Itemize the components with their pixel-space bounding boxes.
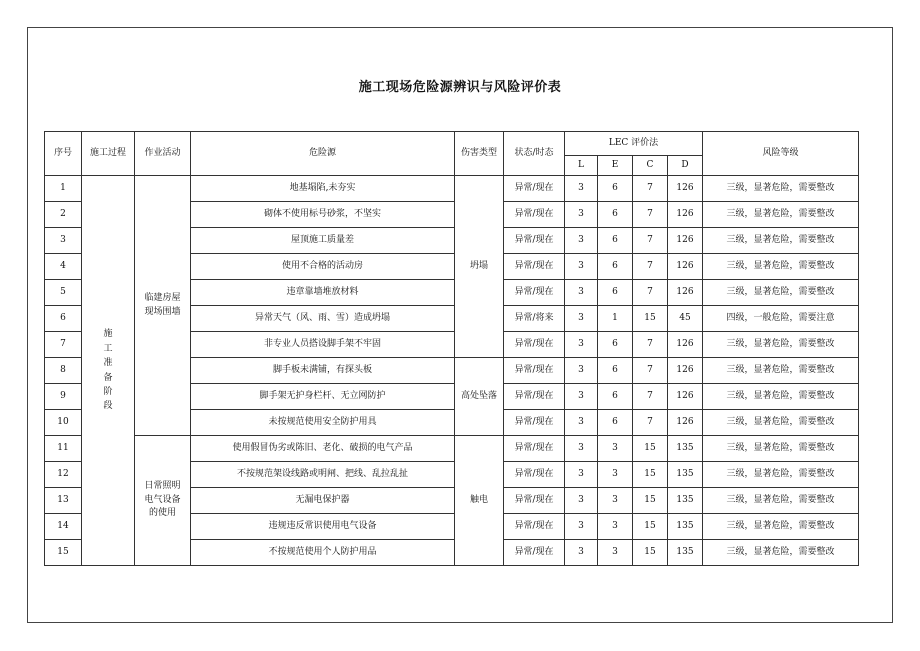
cell-d: 126 bbox=[668, 332, 703, 358]
cell-hazard: 无漏电保护器 bbox=[191, 488, 455, 514]
cell-seq: 14 bbox=[45, 514, 82, 540]
cell-hazard: 未按规范使用安全防护用具 bbox=[191, 410, 455, 436]
cell-state: 异常/现在 bbox=[504, 514, 565, 540]
cell-risk-level: 四级，一般危险，需要注意 bbox=[703, 306, 859, 332]
cell-risk-level: 三级，显著危险，需要整改 bbox=[703, 228, 859, 254]
cell-e: 3 bbox=[598, 436, 633, 462]
cell-e: 6 bbox=[598, 228, 633, 254]
cell-risk-level: 三级，显著危险，需要整改 bbox=[703, 202, 859, 228]
cell-d: 126 bbox=[668, 254, 703, 280]
cell-process bbox=[82, 176, 135, 566]
process-label: 施工准备阶段 bbox=[103, 329, 113, 412]
cell-seq: 2 bbox=[45, 202, 82, 228]
cell-c: 7 bbox=[633, 228, 668, 254]
cell-hazard: 非专业人员搭设脚手架不牢固 bbox=[191, 332, 455, 358]
cell-state: 异常/现在 bbox=[504, 332, 565, 358]
cell-seq: 7 bbox=[45, 332, 82, 358]
cell-hazard: 脚手架无护身栏杆、无立网防护 bbox=[191, 384, 455, 410]
cell-state: 异常/现在 bbox=[504, 436, 565, 462]
cell-activity bbox=[135, 436, 191, 566]
cell-e: 6 bbox=[598, 410, 633, 436]
table-row bbox=[45, 436, 859, 462]
cell-risk-level: 三级，显著危险，需要整改 bbox=[703, 176, 859, 202]
cell-l: 3 bbox=[565, 384, 598, 410]
cell-d: 135 bbox=[668, 488, 703, 514]
cell-e: 3 bbox=[598, 488, 633, 514]
cell-l: 3 bbox=[565, 488, 598, 514]
header-l: L bbox=[565, 156, 598, 176]
cell-e: 1 bbox=[598, 306, 633, 332]
cell-l: 3 bbox=[565, 202, 598, 228]
cell-risk-level: 三级，显著危险，需要整改 bbox=[703, 254, 859, 280]
cell-risk-level: 三级，显著危险，需要整改 bbox=[703, 488, 859, 514]
cell-c: 7 bbox=[633, 358, 668, 384]
cell-state: 异常/现在 bbox=[504, 540, 565, 566]
page-title: 施工现场危险源辨识与风险评价表 bbox=[358, 80, 562, 95]
table-body bbox=[45, 176, 859, 566]
cell-l: 3 bbox=[565, 332, 598, 358]
cell-d: 45 bbox=[668, 306, 703, 332]
cell-seq: 8 bbox=[45, 358, 82, 384]
header-d: D bbox=[668, 156, 703, 176]
cell-risk-level: 三级，显著危险，需要整改 bbox=[703, 332, 859, 358]
cell-hazard: 使用不合格的活动房 bbox=[191, 254, 455, 280]
cell-d: 135 bbox=[668, 514, 703, 540]
cell-c: 7 bbox=[633, 202, 668, 228]
cell-d: 135 bbox=[668, 462, 703, 488]
cell-e: 3 bbox=[598, 514, 633, 540]
cell-hazard: 不按规范使用个人防护用品 bbox=[191, 540, 455, 566]
cell-risk-level: 三级，显著危险，需要整改 bbox=[703, 410, 859, 436]
cell-e: 3 bbox=[598, 540, 633, 566]
cell-hazard: 异常天气（风、雨、雪）造成坍塌 bbox=[191, 306, 455, 332]
cell-c: 15 bbox=[633, 306, 668, 332]
cell-risk-level: 三级，显著危险，需要整改 bbox=[703, 358, 859, 384]
cell-state: 异常/现在 bbox=[504, 176, 565, 202]
header-process: 施工过程 bbox=[82, 132, 135, 176]
cell-e: 6 bbox=[598, 254, 633, 280]
cell-d: 126 bbox=[668, 358, 703, 384]
cell-state: 异常/现在 bbox=[504, 280, 565, 306]
cell-state: 异常/现在 bbox=[504, 358, 565, 384]
activity-label: 日常照明电气设备的使用 bbox=[144, 481, 181, 519]
cell-d: 135 bbox=[668, 436, 703, 462]
cell-risk-level: 三级，显著危险，需要整改 bbox=[703, 384, 859, 410]
cell-risk-level: 三级，显著危险，需要整改 bbox=[703, 540, 859, 566]
cell-d: 126 bbox=[668, 202, 703, 228]
cell-c: 7 bbox=[633, 410, 668, 436]
cell-hazard: 违章靠墙堆放材料 bbox=[191, 280, 455, 306]
cell-c: 15 bbox=[633, 514, 668, 540]
cell-hazard: 使用假冒伪劣或陈旧、老化、破损的电气产品 bbox=[191, 436, 455, 462]
cell-seq: 15 bbox=[45, 540, 82, 566]
header-e: E bbox=[598, 156, 633, 176]
table-row bbox=[45, 176, 859, 202]
cell-seq: 6 bbox=[45, 306, 82, 332]
cell-seq: 5 bbox=[45, 280, 82, 306]
cell-c: 15 bbox=[633, 540, 668, 566]
cell-risk-level: 三级，显著危险，需要整改 bbox=[703, 436, 859, 462]
cell-seq: 4 bbox=[45, 254, 82, 280]
cell-harm-type: 坍塌 bbox=[455, 176, 504, 358]
cell-l: 3 bbox=[565, 280, 598, 306]
cell-e: 6 bbox=[598, 332, 633, 358]
cell-state: 异常/现在 bbox=[504, 462, 565, 488]
cell-l: 3 bbox=[565, 514, 598, 540]
cell-e: 3 bbox=[598, 462, 633, 488]
cell-state: 异常/现在 bbox=[504, 410, 565, 436]
cell-l: 3 bbox=[565, 306, 598, 332]
cell-state: 异常/现在 bbox=[504, 228, 565, 254]
cell-c: 15 bbox=[633, 436, 668, 462]
cell-hazard: 不按规范架设线路或明闸、把线、乱拉乱扯 bbox=[191, 462, 455, 488]
cell-state: 异常/现在 bbox=[504, 202, 565, 228]
cell-harm-type: 触电 bbox=[455, 436, 504, 566]
cell-l: 3 bbox=[565, 436, 598, 462]
cell-c: 15 bbox=[633, 488, 668, 514]
header-seq: 序号 bbox=[45, 132, 82, 176]
cell-state: 异常/现在 bbox=[504, 488, 565, 514]
cell-c: 7 bbox=[633, 384, 668, 410]
cell-state: 异常/现在 bbox=[504, 384, 565, 410]
cell-e: 6 bbox=[598, 176, 633, 202]
cell-state: 异常/现在 bbox=[504, 254, 565, 280]
cell-c: 7 bbox=[633, 332, 668, 358]
header-c: C bbox=[633, 156, 668, 176]
cell-harm-type: 高处坠落 bbox=[455, 358, 504, 436]
cell-risk-level: 三级，显著危险，需要整改 bbox=[703, 280, 859, 306]
cell-e: 6 bbox=[598, 384, 633, 410]
cell-d: 126 bbox=[668, 280, 703, 306]
cell-c: 7 bbox=[633, 280, 668, 306]
cell-state: 异常/将来 bbox=[504, 306, 565, 332]
cell-seq: 3 bbox=[45, 228, 82, 254]
cell-hazard: 违规违反常识使用电气设备 bbox=[191, 514, 455, 540]
cell-seq: 1 bbox=[45, 176, 82, 202]
cell-l: 3 bbox=[565, 410, 598, 436]
header-activity: 作业活动 bbox=[135, 132, 191, 176]
risk-assessment-table bbox=[44, 131, 859, 566]
cell-c: 7 bbox=[633, 176, 668, 202]
cell-seq: 10 bbox=[45, 410, 82, 436]
cell-e: 6 bbox=[598, 280, 633, 306]
cell-l: 3 bbox=[565, 358, 598, 384]
header-hazard: 危险源 bbox=[191, 132, 455, 176]
cell-e: 6 bbox=[598, 358, 633, 384]
cell-risk-level: 三级，显著危险，需要整改 bbox=[703, 514, 859, 540]
cell-d: 126 bbox=[668, 384, 703, 410]
cell-seq: 9 bbox=[45, 384, 82, 410]
cell-seq: 13 bbox=[45, 488, 82, 514]
cell-seq: 11 bbox=[45, 436, 82, 462]
cell-e: 6 bbox=[598, 202, 633, 228]
header-risk-level: 风险等级 bbox=[703, 132, 859, 176]
cell-hazard: 地基塌陷,未夯实 bbox=[191, 176, 455, 202]
cell-d: 126 bbox=[668, 228, 703, 254]
cell-d: 126 bbox=[668, 176, 703, 202]
cell-risk-level: 三级，显著危险，需要整改 bbox=[703, 462, 859, 488]
cell-l: 3 bbox=[565, 540, 598, 566]
cell-seq: 12 bbox=[45, 462, 82, 488]
cell-activity bbox=[135, 176, 191, 436]
cell-l: 3 bbox=[565, 176, 598, 202]
cell-c: 7 bbox=[633, 254, 668, 280]
header-lec: LEC 评价法 bbox=[565, 132, 703, 156]
header-harm-type: 伤害类型 bbox=[455, 132, 504, 176]
cell-c: 15 bbox=[633, 462, 668, 488]
cell-hazard: 屋顶施工质量差 bbox=[191, 228, 455, 254]
cell-d: 135 bbox=[668, 540, 703, 566]
cell-hazard: 砌体不使用标号砂浆，不坚实 bbox=[191, 202, 455, 228]
header-state: 状态/时态 bbox=[504, 132, 565, 176]
cell-l: 3 bbox=[565, 462, 598, 488]
cell-d: 126 bbox=[668, 410, 703, 436]
cell-l: 3 bbox=[565, 254, 598, 280]
activity-label: 临建房屋现场围墙 bbox=[144, 293, 181, 317]
cell-l: 3 bbox=[565, 228, 598, 254]
cell-hazard: 脚手板未满铺，有探头板 bbox=[191, 358, 455, 384]
